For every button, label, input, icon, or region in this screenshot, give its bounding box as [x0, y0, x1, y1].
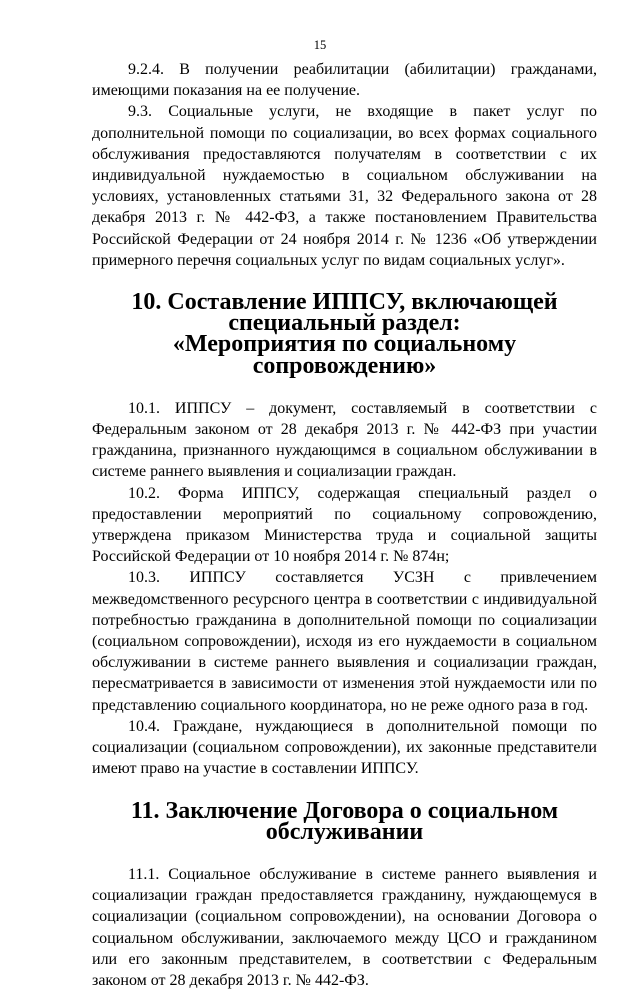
spacer — [92, 843, 597, 864]
paragraph-9-2-4: 9.2.4. В получении реабилитации (абилитации) гражданами, имеющими показания на ее получение. — [92, 61, 597, 100]
section-10-heading-line2: «Мероприятия по социальному сопровождению» — [172, 331, 517, 379]
paragraph-11-1: 11.1. Социальное обслуживание в системе раннего выявления и социализации граждан предоставляется гражданину, нуждающемуся в социализации (социальном сопровождении), на основании Договора о социальном обслуживании, заключаемого между ЦСО и гражданином или его законным представителем, в соответствии с Федеральным законом от 28 декабря 2013 г. № 442-ФЗ. — [92, 865, 597, 989]
document-body — [92, 59, 597, 991]
paragraph-10-3: 10.3. ИППСУ составляется УСЗН с привлечением межведомственного ресурсного центра в соответствии с индивидуальной потребностью гражданина в дополнительной помощи по социализации (социальном сопровождении), исходя из его нуждаемости в социальном обслуживании в системе раннего выявления и социализации граждан, пересматривается в зависимости от изменения этой нуждаемости или по представлению социального координатора, но не реже одного раза в год. — [92, 569, 597, 714]
paragraph-10-2: 10.2. Форма ИППСУ, содержащая специальный раздел о предоставлении мероприятий по социальному сопровождению, утверждена приказом Министерства труда и социальной защиты Российской Федерации от 10 ноября 2014 г. № 874н; — [92, 484, 597, 566]
paragraph-9-3: 9.3. Социальные услуги, не входящие в пакет услуг по дополнительной помощи по социализации, во всех формах социального обслуживания предоставляются получателям в соответствии с их индивидуальной нуждаемостью в социальном обслуживании на условиях, установленных статьями 31, 32 Федерального закона от 28 декабря 2013 г. № 442-ФЗ, а также постановлением Правительства Российской Федерации от 24 ноября 2014 г. № 1236 «Об утверждении примерного перечня социальных услуг по видам социальных услуг». — [92, 103, 597, 269]
section-10-heading-line1: 10. Составление ИППСУ, включающей специальный раздел: — [131, 289, 558, 337]
paragraph-10-4: 10.4. Граждане, нуждающиеся в дополнительной помощи по социализации (социальном сопровождении), их законные представители имеют право на участие в составлении ИППСУ. — [92, 717, 597, 778]
paragraph-10-1: 10.1. ИППСУ – документ, составляемый в соответствии с Федеральным законом от 28 декабря 2013 г. № 442-ФЗ при участии гражданина, признанного нуждающимся в социальном обслуживании в системе раннего выявления и социализации граждан. — [92, 399, 597, 481]
section-11-heading: 11. Заключение Договора о социальном обслуживании — [130, 797, 559, 845]
spacer — [92, 377, 597, 398]
page-number: 15 — [313, 38, 327, 52]
section-10-heading — [92, 289, 597, 379]
